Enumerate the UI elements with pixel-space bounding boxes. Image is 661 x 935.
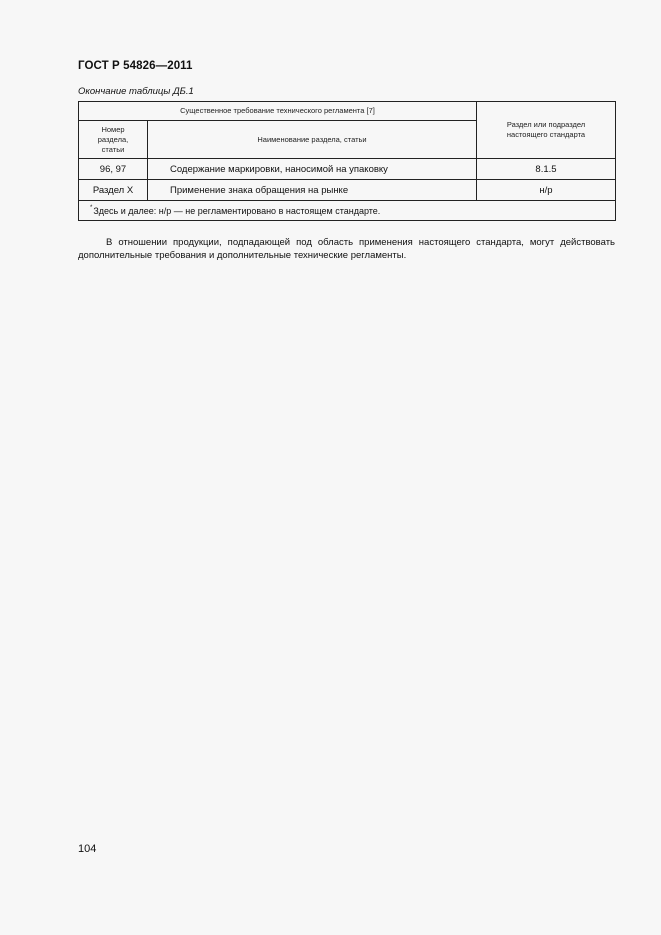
row-number-cell: Раздел X	[79, 180, 148, 201]
table-note-text: Здесь и далее: н/р — не регламентировано в настоящем стандарте.	[93, 205, 381, 216]
row-name-cell: Содержание маркировки, наносимой на упаковку	[148, 159, 477, 180]
group-header-cell	[79, 102, 477, 121]
number-header-label: Номер раздела, статьи	[97, 124, 129, 154]
row-number-cell: 96, 97	[79, 159, 148, 180]
name-header-label: Наименование раздела, статьи	[257, 134, 367, 144]
table-header-row	[79, 102, 616, 121]
table-row	[79, 159, 616, 180]
row-section-cell: 8.1.5	[477, 159, 616, 180]
section-header-cell	[477, 102, 616, 159]
row-name-cell: Применение знака обращения на рынке	[148, 180, 477, 201]
table-caption: Окончание таблицы ДБ.1	[78, 86, 194, 97]
document-header: ГОСТ Р 54826—2011	[78, 60, 193, 72]
footnote-marker: *	[90, 204, 93, 211]
table-note-row	[79, 201, 616, 221]
group-header-label: Существенное требование технического регламента [7]	[180, 106, 375, 115]
name-header-cell	[148, 121, 477, 159]
body-paragraph-text: В отношении продукции, подпадающей под область применения настоящего стандарта, могут действовать дополнительные требования и дополнительные технические регламенты.	[78, 237, 615, 261]
table-note-cell	[79, 201, 616, 221]
requirements-table	[78, 101, 616, 221]
body-paragraph	[78, 236, 615, 262]
section-header-label: Раздел или подраздел настоящего стандарта	[506, 120, 586, 139]
table-row	[79, 180, 616, 201]
number-header-cell	[79, 121, 148, 159]
page-number: 104	[78, 843, 97, 855]
row-section-cell: н/р	[477, 180, 616, 201]
